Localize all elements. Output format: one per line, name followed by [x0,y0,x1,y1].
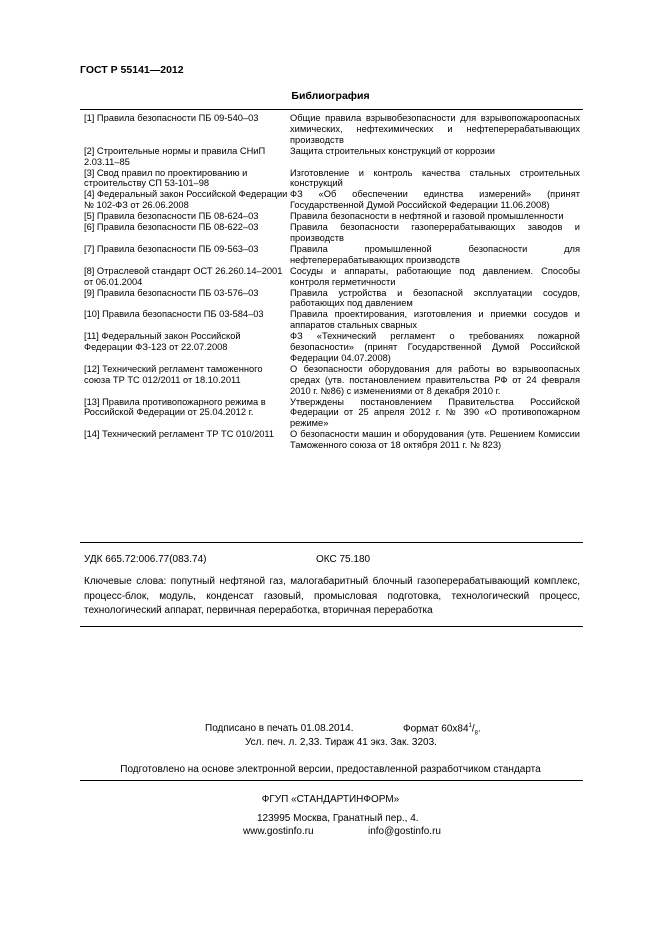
bibliography-desc: Правила безопасности газоперерабатывающих заводов и производств [290,222,580,243]
publisher-address: 123995 Москва, Гранатный пер., 4. [257,813,419,824]
bibliography-title: Библиография [291,90,370,102]
bibliography-ref: [14] Технический регламент ТР ТС 010/2011 [84,429,275,440]
bibliography-entry [84,146,580,168]
bibliography-desc: Правила безопасности в нефтяной и газовой промышленности [290,211,564,222]
bibliography-entry [84,211,580,222]
bibliography-ref: [2] Строительные нормы и правила СНиП 2.03.11–85 [84,145,266,167]
bibliography-desc: Правила промышленной безопасности для нефтеперерабатывающих производств [290,243,580,265]
format-prefix: Формат 60x84 [403,723,469,735]
publisher-website[interactable]: www.gostinfo.ru [243,826,314,837]
bibliography-entry [84,331,580,364]
bibliography-entry [84,244,580,266]
bibliography-entry [84,397,580,430]
format-suffix: . [478,723,481,735]
bibliography-entry [84,309,580,331]
bibliography-entry [84,189,580,211]
bibliography-ref: [10] Правила безопасности ПБ 03-584–03 [84,309,264,320]
bibliography-ref: [4] Федеральный закон Российской Федерации № 102-ФЗ от 26.06.2008 [84,189,288,211]
bibliography-entry [84,113,580,146]
bibliography-list [84,113,580,451]
bibliography-entry [84,429,580,451]
bibliography-ref: [7] Правила безопасности ПБ 09-563–03 [84,243,259,254]
bibliography-ref: [13] Правила противопожарного режима в Российской Федерации от 25.04.2012 г. [84,396,266,418]
keywords: Ключевые слова: попутный нефтяной газ, малогабаритный блочный газоперерабатывающий комплекс, процесс-блок, модуль, конденсат газовый, промысловая подготовка, технологический процесс, технологический аппарат, первичная переработка, вторичная переработка [84,576,580,616]
bibliography-desc: Общие правила взрывобезопасности для взрывопожароопасных химических, нефтехимических и нефтеперерабатывающих производств [290,113,580,145]
format-denominator: 8 [474,730,479,737]
bibliography-desc: Утверждены постановлением Правительства Российской Федерации от 25 апреля 2012 г. № 390 «О противопожарном режиме» [290,396,580,429]
bibliography-entry [84,266,580,288]
bibliography-entry [84,288,580,310]
divider [80,626,583,627]
bibliography-entry [84,222,580,244]
bibliography-ref: [11] Федеральный закон Российской Федерации ФЗ-123 от 22.07.2008 [84,331,241,353]
bibliography-desc: ФЗ «Технический регламент о требованиях пожарной безопасности» (принят Государственной Думой Российской Федерации 04.07.2008) [290,331,580,363]
document-header: ГОСТ Р 55141—2012 [80,64,184,76]
bibliography-desc: О безопасности оборудования для работы во взрывоопасных средах (утв. постановлением правительства РФ от 24 февраля 2010 г. №86) с изменениями от 8 декабря 2010 г. [290,363,580,396]
bibliography-ref: [9] Правила безопасности ПБ 03-576–03 [84,287,259,298]
udk-code: УДК 665.72:006.77(083.74) [84,554,207,565]
bibliography-desc: ФЗ «Об обеспечении единства измерений» (принят Государственной Думой Российской Федерации 11.06.2008) [290,189,580,211]
bibliography-desc: Правила устройства и безопасной эксплуатации сосудов, работающих под давлением [290,287,580,309]
bibliography-desc: Изготовление и контроль качества стальных строительных конструкций [290,167,580,189]
bibliography-ref: [6] Правила безопасности ПБ 08-622–03 [84,222,259,233]
bibliography-desc: О безопасности машин и оборудования (утв. Решением Комиссии Таможенного союза от 18 октября 2011 г. № 823) [290,429,580,451]
print-info: Усл. печ. л. 2,33. Тираж 41 экз. Зак. 3203. [245,737,437,748]
bibliography-ref: [5] Правила безопасности ПБ 08-624–03 [84,211,259,222]
format-info: Формат $60x84^1/_8$. [403,723,481,737]
divider [80,109,583,110]
format-numerator: 1 [468,723,472,729]
publisher-email[interactable]: info@gostinfo.ru [368,826,441,837]
prepared-note: Подготовлено на основе электронной версии, предоставленной разработчиком стандарта [120,764,541,775]
signed-date: Подписано в печать 01.08.2014. [205,723,354,734]
publisher-name: ФГУП «СТАНДАРТИНФОРМ» [261,794,400,805]
bibliography-ref: [3] Свод правил по проектированию и строительству СП 53-101–98 [84,167,248,189]
bibliography-ref: [8] Отраслевой стандарт ОСТ 26.260.14–2001 от 06.01.2004 [84,265,283,287]
bibliography-entry [84,168,580,190]
divider [80,542,583,543]
bibliography-desc: Защита строительных конструкций от коррозии [290,145,495,156]
bibliography-desc: Правила проектирования, изготовления и приемки сосудов и аппаратов стальных сварных [290,309,580,331]
bibliography-ref: [12] Технический регламент таможенного союза ТР ТС 012/2011 от 18.10.2011 [84,363,263,385]
bibliography-desc: Сосуды и аппараты, работающие под давлением. Способы контроля герметичности [290,265,580,287]
bibliography-ref: [1] Правила безопасности ПБ 09-540–03 [84,113,259,123]
oks-code: ОКС 75.180 [316,554,371,565]
divider [80,780,583,781]
bibliography-entry [84,364,580,397]
